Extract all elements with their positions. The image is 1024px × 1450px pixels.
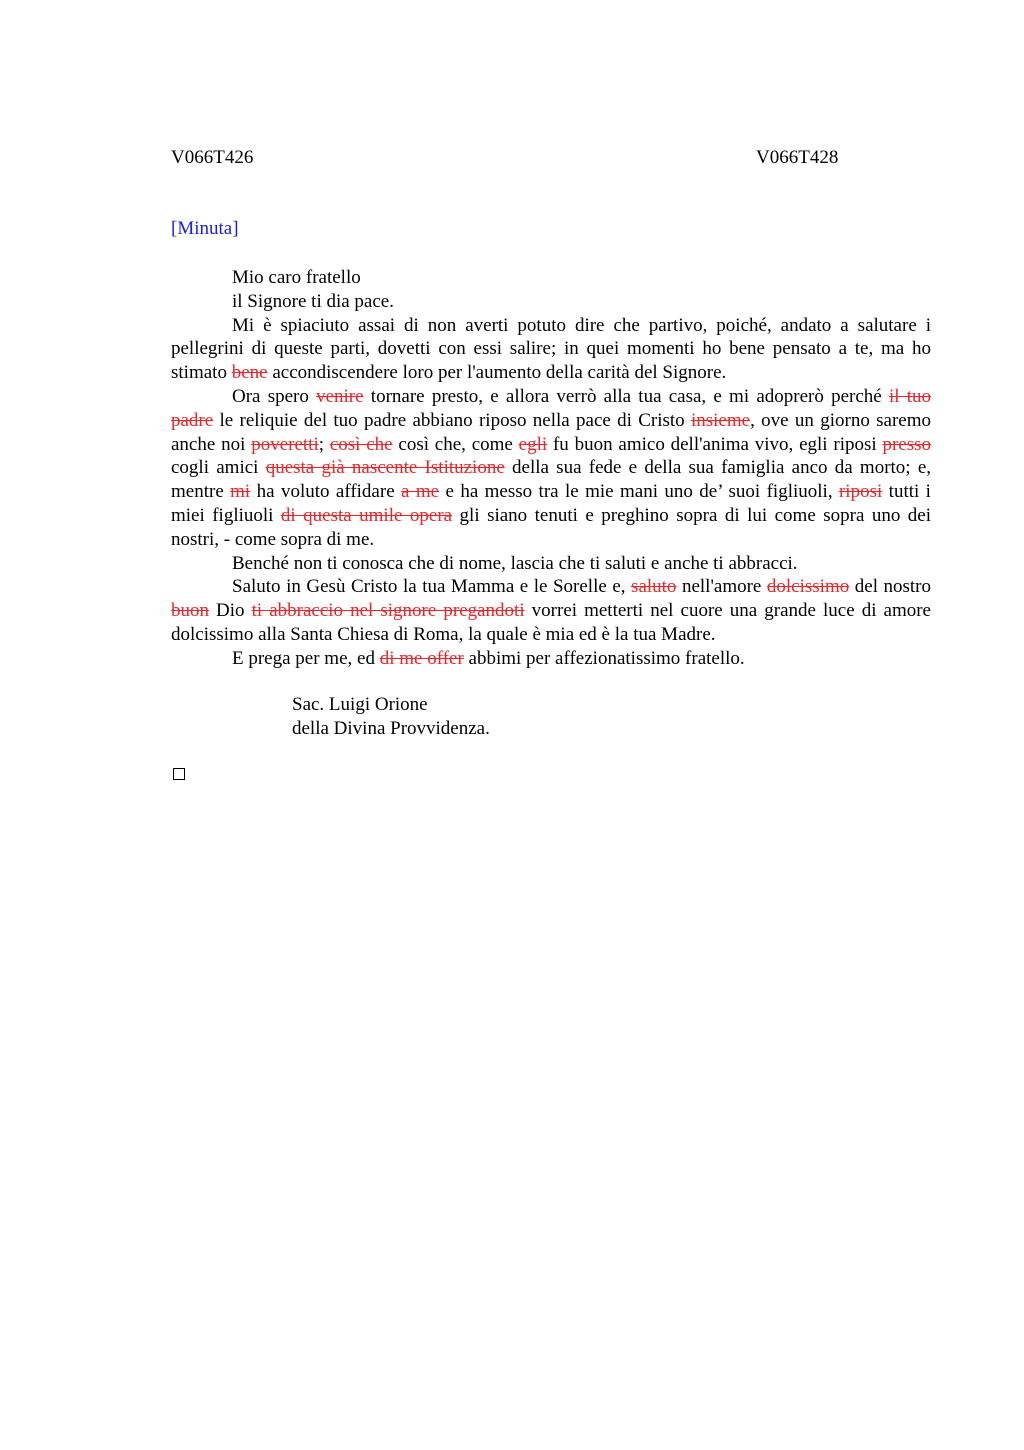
text-span: Mi è spiaciuto assai di non averti potuto dire che partivo, poiché, andato a salutare i pellegrini di queste parti, dovetti con essi salire; in quei momenti ho bene pensato a te, ma ho stimato [171,314,931,384]
text-span: cogli amici [171,457,266,479]
deleted-text: così che [329,433,393,455]
text-span: fu buon amico dell'anima vivo, egli riposi [547,433,883,455]
deleted-text: questa già nascente Istituzione [265,457,505,479]
document-ref-left: V066T426 [171,147,254,168]
text-span: Dio [209,600,252,622]
text-span: , ove un giorno saremo anche noi [171,409,931,455]
deleted-text: mi [230,481,251,503]
text-span: della sua fede e della sua famiglia anco da morto; e, mentre [171,457,932,503]
deleted-text: egli [518,433,548,455]
text-span: Ora spero [232,385,317,407]
text-span: così che, come [392,433,519,455]
text-span: ; [318,433,330,455]
deleted-text: bene [231,362,268,384]
text-span: abbimi per affezionatissimo fratello. [463,647,745,669]
deleted-text: ti abbraccio nel signore pregandoti [251,600,525,622]
paragraph-3: Benché non ti conosca che di nome, lascia che ti saluti e anche ti abbracci. [232,552,798,574]
text-span: ha voluto affidare [250,481,402,503]
text-span: Saluto in Gesù Cristo la tua Mamma e le Sorelle e, [232,576,632,598]
text-span: le reliquie del tuo padre abbiano riposo nella pace di Cristo [213,409,691,431]
greeting-line-2: il Signore ti dia pace. [232,290,394,312]
text-span: E prega per me, ed [232,647,380,669]
paragraph-2 [171,385,931,552]
deleted-text: venire [316,385,364,407]
text-span: nell'amore [676,576,767,598]
text-span: gli siano tenuti e preghino sopra di lui come sopra uno dei nostri, - come sopra di me. [171,504,932,550]
text-span: del nostro [849,576,932,598]
text-span: tutti i miei figliuoli [171,481,931,526]
deleted-text: dolcissimo [766,576,850,598]
signature-block [292,693,490,741]
text-span: vorrei metterti nel cuore una grande luce di amore dolcissimo alla Santa Chiesa di Roma, la quale è mia ed è la tua Madre. [171,600,931,645]
signature-name: Sac. Luigi Orione [292,694,428,715]
deleted-text: a me [401,481,440,503]
empty-square-icon [173,768,185,780]
deleted-text: il tuo padre [171,385,931,431]
deleted-text: riposi [838,481,883,503]
text-span: e ha messo tra le mie mani uno de’ suoi figliuoli, [439,481,839,503]
deleted-text: insieme [690,409,751,431]
deleted-text: saluto [631,576,677,598]
text-span: tornare presto, e allora verrò alla tua casa, e mi adoprerò perché [363,385,889,407]
letter-body [171,266,931,671]
deleted-text: di me offer [379,647,464,669]
minuta-label: [Minuta] [171,218,239,239]
signature-title: della Divina Provvidenza. [292,717,490,739]
deleted-text: poveretti [251,433,319,455]
greeting-line-1: Mio caro fratello [232,267,361,288]
deleted-text: buon [171,600,209,622]
paragraph-1 [171,314,931,385]
text-span: accondiscendere loro per l'aumento della carità del Signore. [267,362,727,384]
deleted-text: presso [882,433,932,455]
paragraph-5 [171,647,931,671]
document-ref-right: V066T428 [756,147,839,168]
paragraph-4 [171,575,931,646]
deleted-text: di questa umile opera [280,504,453,526]
